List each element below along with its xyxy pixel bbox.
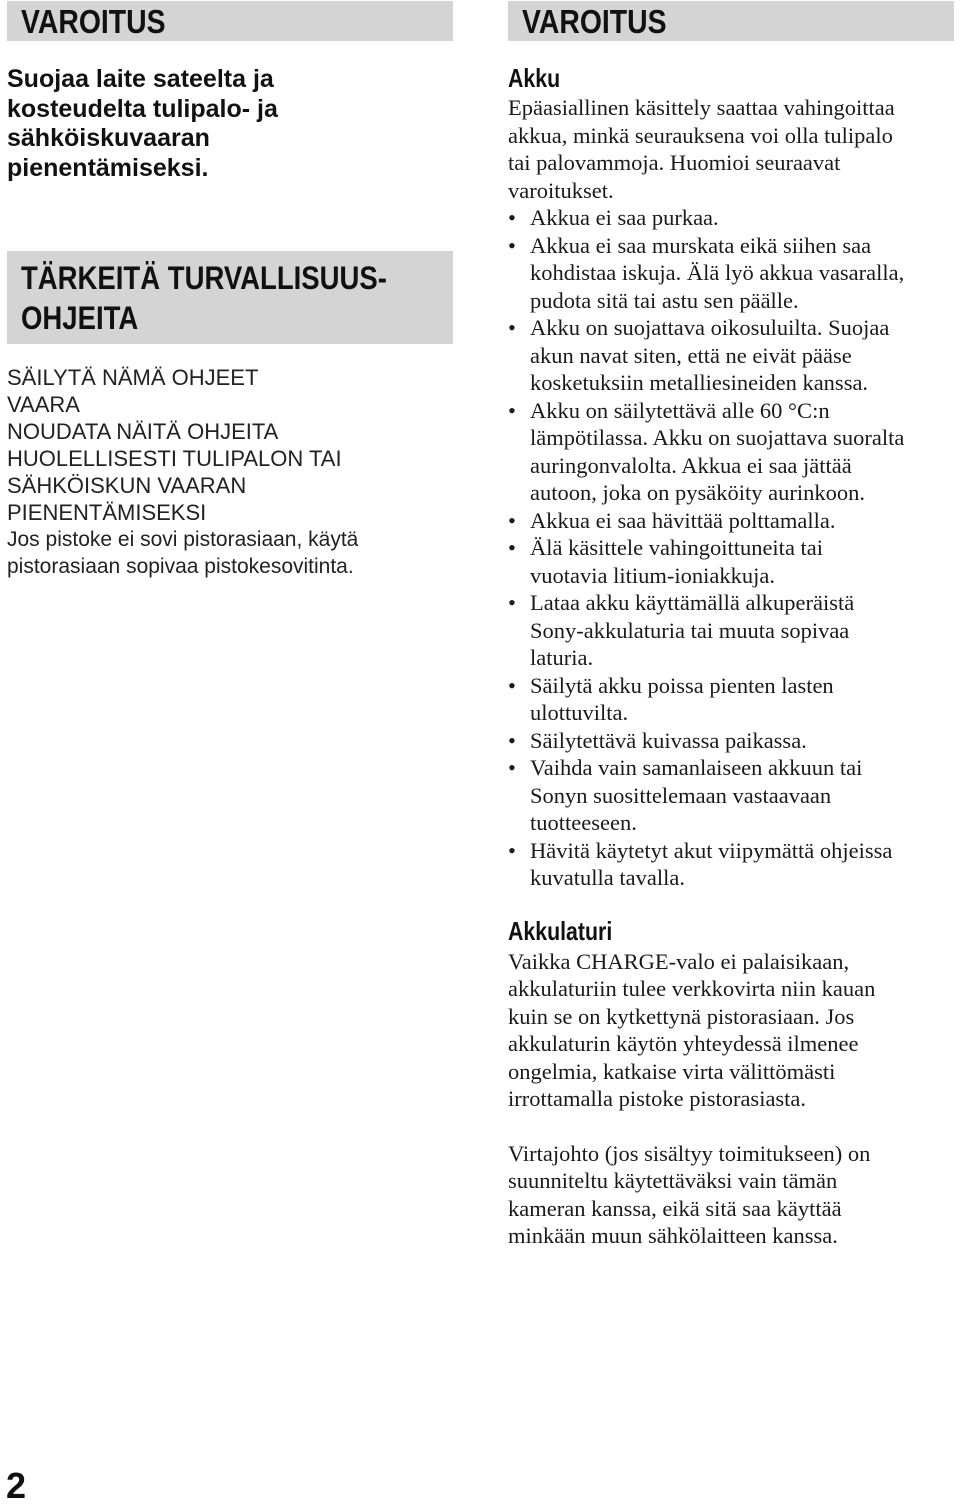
power-cord-paragraph <box>508 1140 954 1250</box>
left-column <box>7 0 453 580</box>
warning-statement <box>7 65 453 183</box>
battery-intro <box>508 94 954 204</box>
charger-line: kuin se on kytkettynä pistorasiaan. Jos <box>508 1003 855 1029</box>
cord-line: kameran kanssa, eikä sitä saa käyttää <box>508 1195 842 1221</box>
charger-paragraph <box>508 948 954 1113</box>
safety-banner <box>7 251 453 344</box>
battery-warnings-list <box>508 204 954 892</box>
list-item: • Akku on säilytettävä alle 60 °C:n lämpötilassa. Akku on suojattava suoralta auringonvalolta. Akkua ei saa jättää autoon, joka on pysäköity aurinkoon. <box>508 397 954 507</box>
warning-title: VAROITUS <box>21 3 166 40</box>
list-item: • Akkua ei saa hävittää polttamalla. <box>508 507 954 535</box>
list-item: • Akkua ei saa purkaa. <box>508 204 954 232</box>
charger-line: akkulaturiin tulee verkkovirta niin kauan <box>508 976 876 1001</box>
list-item: • Säilytettävä kuivassa paikassa. <box>508 727 954 755</box>
caps-line: VAARA <box>7 392 80 417</box>
charger-line: ongelmia, katkaise virta välittömästi <box>508 1058 836 1084</box>
warning-line: Suojaa laite sateelta ja <box>7 65 274 93</box>
intro-line: akkua, minkä seurauksena voi olla tulipalo <box>508 122 893 148</box>
warning-title: VAROITUS <box>522 3 667 40</box>
right-column <box>508 0 954 1250</box>
warning-line: kosteudelta tulipalo- ja <box>7 94 278 123</box>
charger-heading: Akkulaturi <box>508 915 613 946</box>
list-item: • Akkua ei saa murskata eikä siihen saa kohdistaa iskuja. Älä lyö akkua vasaralla, pudota sitä tai astu sen päälle. <box>508 232 954 315</box>
warning-line: pienentämiseksi. <box>7 153 209 182</box>
list-item: • Akku on suojattava oikosuluilta. Suojaa akun navat siten, että ne eivät pääse kosketuksiin metalliesineiden kanssa. <box>508 314 954 397</box>
page-number: 2 <box>6 1465 27 1506</box>
caps-line: PIENENTÄMISEKSI <box>7 500 207 525</box>
warning-line: sähköiskuvaaran <box>7 124 210 152</box>
caps-line: NOUDATA NÄITÄ OHJEITA <box>7 419 279 444</box>
list-item: • Hävitä käytetyt akut viipymättä ohjeissa kuvatulla tavalla. <box>508 837 954 892</box>
charger-line: akkulaturin käytön yhteydessä ilmenee <box>508 1031 859 1056</box>
caps-line: HUOLELLISESTI TULIPALON TAI <box>7 446 342 471</box>
battery-heading: Akku <box>508 63 561 93</box>
intro-line: tai palovammoja. Huomioi seuraavat <box>508 150 841 175</box>
cord-line: suunniteltu käytettäväksi vain tämän <box>508 1168 838 1193</box>
list-item: • Lataa akku käyttämällä alkuperäistä Sony-akkulaturia tai muuta sopivaa laturia. <box>508 589 954 672</box>
safety-title-line: TÄRKEITÄ TURVALLISUUS- <box>21 260 387 296</box>
caps-line: SÄILYTÄ NÄMÄ OHJEET <box>7 365 259 390</box>
charger-line: irrottamalla pistoke pistorasiasta. <box>508 1086 807 1111</box>
warning-banner-right <box>508 1 954 41</box>
list-item: • Säilytä akku poissa pienten lasten ulottuvilta. <box>508 672 954 727</box>
intro-line: varoitukset. <box>508 177 614 203</box>
list-item: • Vaihda vain samanlaiseen akkuun tai Sonyn suosittelemaan vastaavaan tuotteeseen. <box>508 754 954 837</box>
cord-line: Virtajohto (jos sisältyy toimitukseen) on <box>508 1140 871 1166</box>
warning-banner-left <box>7 1 453 41</box>
caps-line: SÄHKÖISKUN VAARAN <box>7 473 247 498</box>
cord-line: minkään muun sähkölaitteen kanssa. <box>508 1223 838 1248</box>
safety-instructions <box>7 364 453 580</box>
charger-line: Vaikka CHARGE-valo ei palaisikaan, <box>508 948 850 974</box>
plug-line: pistorasiaan sopivaa pistokesovitinta. <box>7 555 354 578</box>
list-item: • Älä käsittele vahingoittuneita tai vuotavia litium-ioniakkuja. <box>508 534 954 589</box>
safety-title-line: OHJEITA <box>21 300 139 336</box>
plug-line: Jos pistoke ei sovi pistorasiaan, käytä <box>7 528 359 551</box>
intro-line: Epäasiallinen käsittely saattaa vahingoittaa <box>508 95 895 120</box>
